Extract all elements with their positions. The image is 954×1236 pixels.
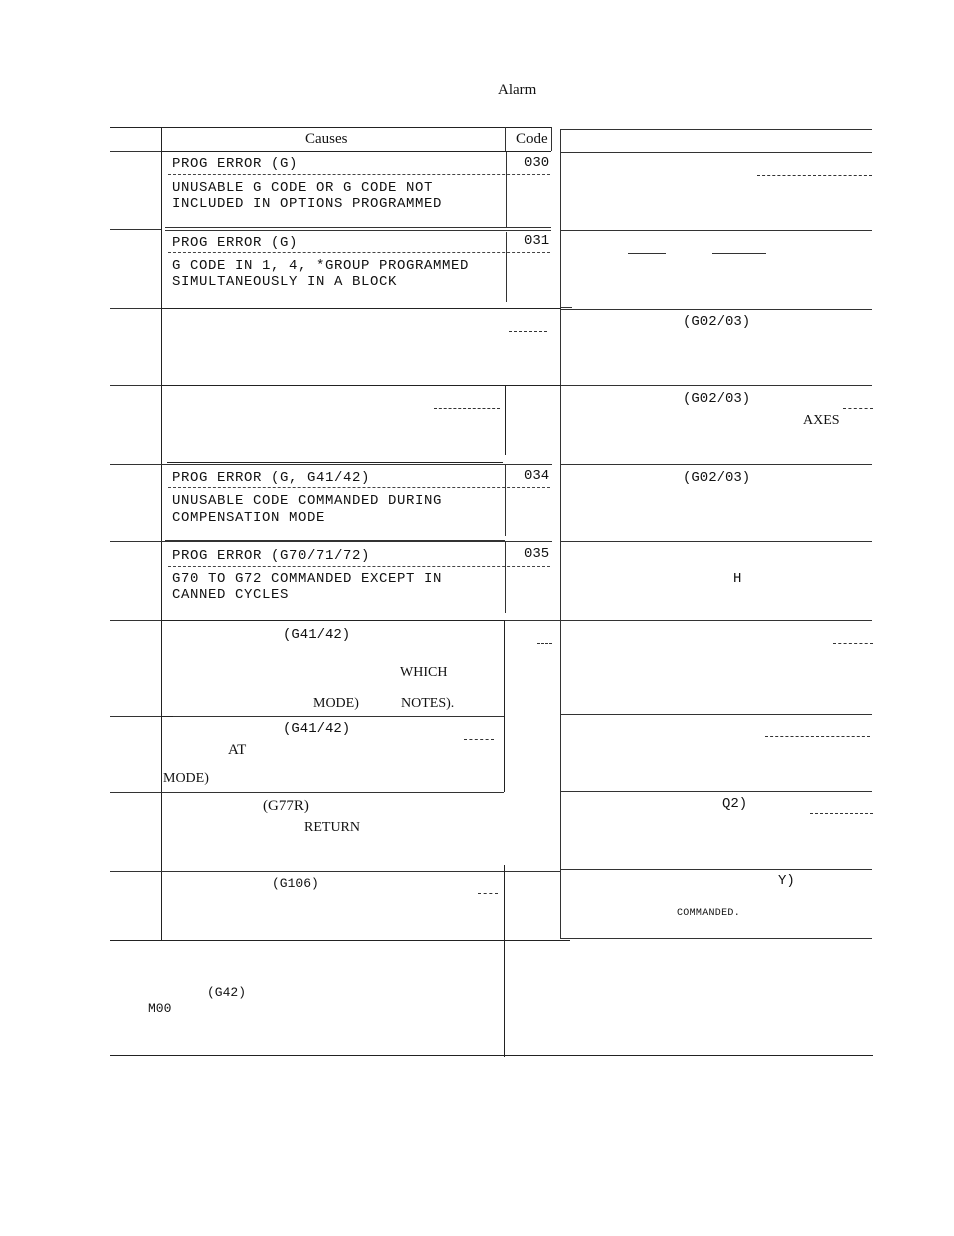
fragment-text: (G42) <box>207 985 247 1000</box>
alarm-code: 035 <box>524 546 550 562</box>
fragment-text: NOTES). <box>401 696 455 711</box>
alarm-code: 030 <box>524 155 550 171</box>
alarm-title: PROG ERROR (G) <box>172 235 299 251</box>
page-title: Alarm <box>498 82 537 98</box>
fragment-text: MODE) <box>163 771 209 786</box>
alarm-title: PROG ERROR (G, G41/42) <box>172 470 371 486</box>
fragment-text: H <box>733 571 742 587</box>
fragment-text: Y) <box>778 873 795 889</box>
fragment-text: (G02/03) <box>683 470 751 486</box>
fragment-text: COMMANDED. <box>677 908 741 919</box>
fragment-text: (G02/03) <box>683 314 751 330</box>
fragment-text: (G41/42) <box>283 627 351 643</box>
fragment-text: RETURN <box>304 820 360 835</box>
alarm-title: PROG ERROR (G) <box>172 156 299 172</box>
alarm-description: COMPENSATION MODE <box>172 510 326 526</box>
alarm-description: CANNED CYCLES <box>172 587 290 603</box>
fragment-text: (G41/42) <box>283 721 351 737</box>
fragment-text: (G02/03) <box>683 391 751 407</box>
alarm-description: G70 TO G72 COMMANDED EXCEPT IN <box>172 571 443 587</box>
alarm-code: 031 <box>524 233 550 249</box>
fragment-text: (G77R) <box>263 798 309 814</box>
fragment-text: M00 <box>148 1001 172 1016</box>
causes-header: Causes <box>305 131 348 147</box>
fragment-text: AT <box>228 742 247 758</box>
fragment-text: WHICH <box>400 665 448 680</box>
fragment-text: Q2) <box>722 796 748 812</box>
code-header: Code <box>516 131 548 147</box>
alarm-description: INCLUDED IN OPTIONS PROGRAMMED <box>172 196 443 212</box>
fragment-text: (G106) <box>272 876 319 891</box>
fragment-text: MODE) <box>313 696 359 711</box>
alarm-description: UNUSABLE G CODE OR G CODE NOT <box>172 180 434 196</box>
alarm-description: SIMULTANEOUSLY IN A BLOCK <box>172 274 398 290</box>
fragment-text: AXES <box>803 413 840 428</box>
alarm-description: UNUSABLE CODE COMMANDED DURING <box>172 493 443 509</box>
alarm-title: PROG ERROR (G70/71/72) <box>172 548 371 564</box>
alarm-code: 034 <box>524 468 550 484</box>
alarm-description: G CODE IN 1, 4, *GROUP PROGRAMMED <box>172 258 470 274</box>
